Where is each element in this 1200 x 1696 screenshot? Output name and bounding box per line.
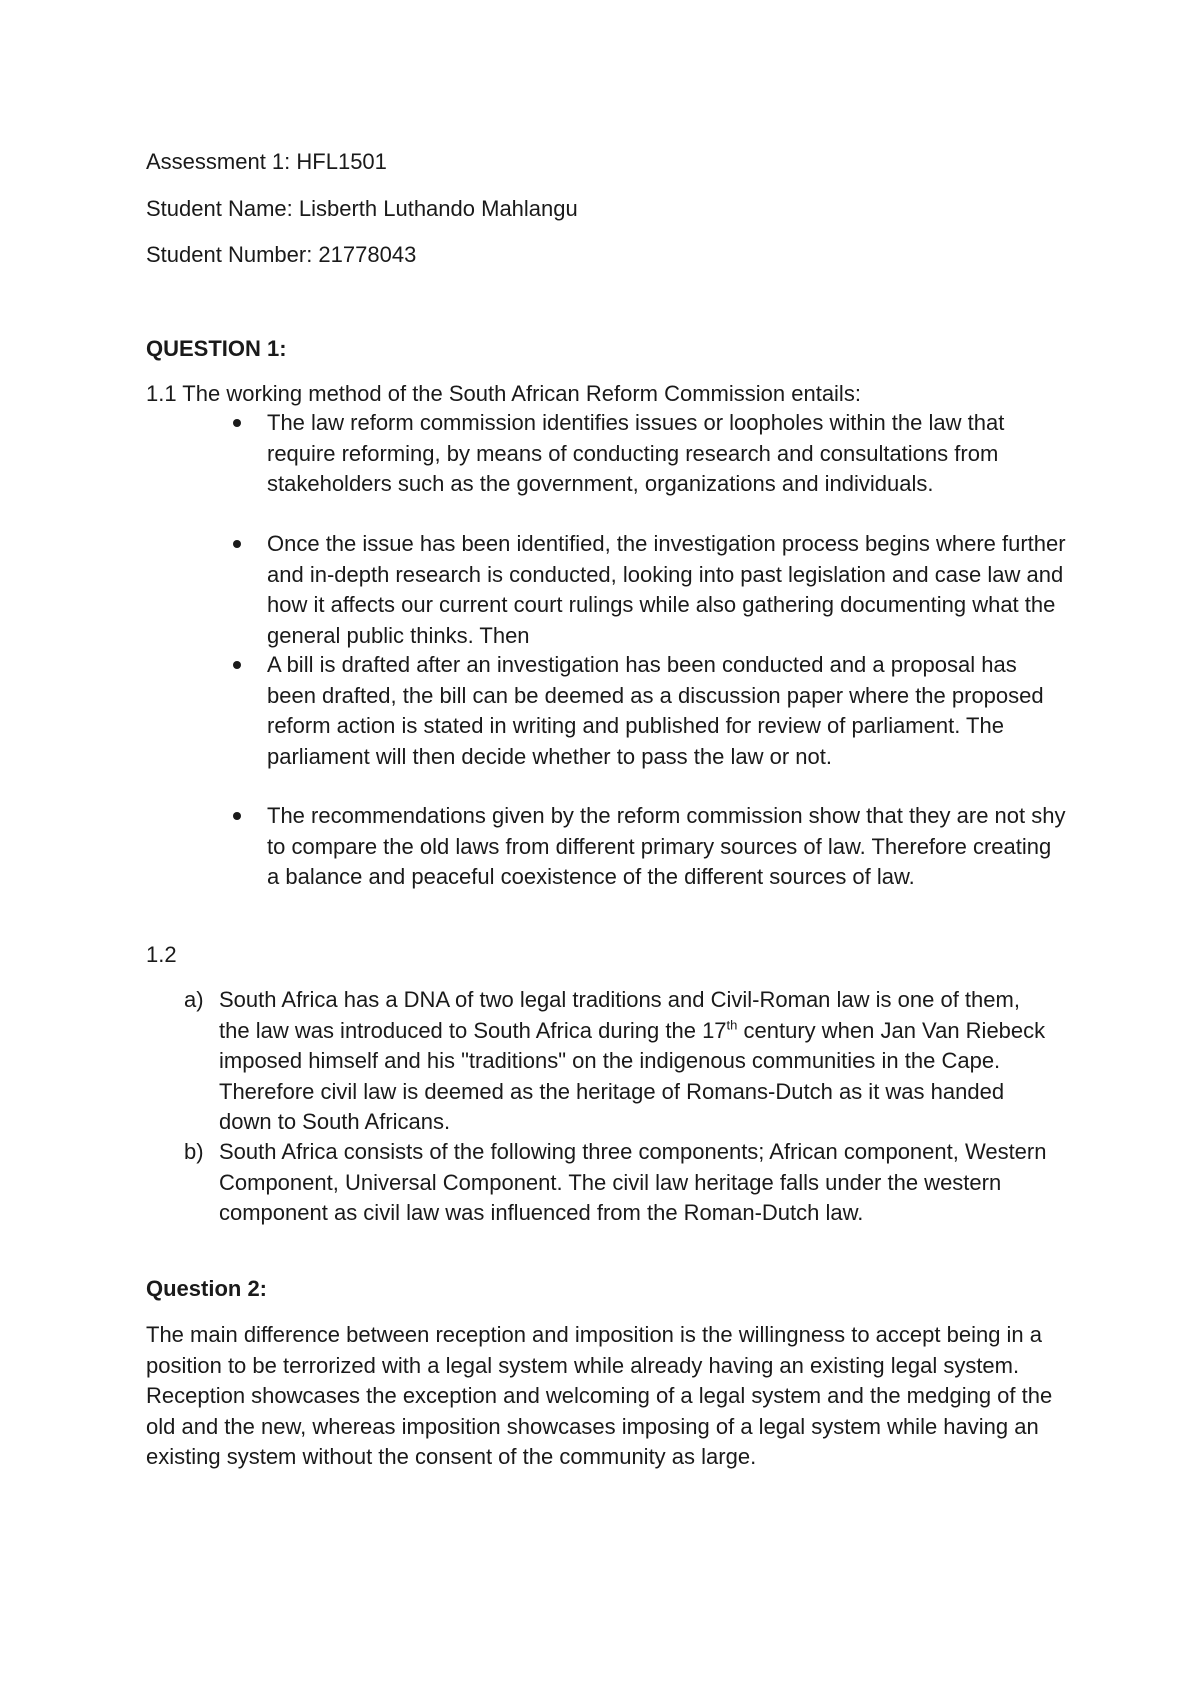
question1-heading: QUESTION 1:: [146, 336, 287, 361]
student-number-line: Student Number: 21778043: [146, 242, 417, 267]
bullet-text: Once the issue has been identified, the investigation process begins where further and in-depth research is conducted, looking into past legislation and case law and how it affects our current court rulings while also gathering documenting what the general public thinks. Then: [267, 531, 1066, 648]
item-label: a): [184, 987, 204, 1012]
sub-question-label: 1.2: [146, 942, 177, 967]
bullet-text: The recommendations given by the reform commission show that they are not shy to compare the old laws from different primary sources of law. Therefore creating a balance and peaceful coexistence of the different sources of law.: [267, 803, 1066, 889]
superscript: th: [726, 1017, 738, 1033]
question2-heading: Question 2:: [146, 1276, 268, 1301]
question1-intro: 1.1 The working method of the South African Reform Commission entails:: [146, 381, 861, 406]
item-text-after: century when Jan Van Riebeck imposed himself and his "traditions" on the indigenous communities in the Cape. Therefore civil law is deemed as the heritage of Romans-Dutch as it was handed down to South Africans.: [219, 1017, 1046, 1134]
bullet-icon: [233, 661, 241, 669]
bullet-text: The law reform commission identifies issues or loopholes within the law that require reforming, by means of conducting research and consultations from stakeholders such as the government, organizations and individuals.: [267, 410, 1005, 496]
item-text: [219, 985, 1049, 1138]
bullet-text: A bill is drafted after an investigation has been conducted and a proposal has been drafted, the bill can be deemed as a discussion paper where the proposed reform action is stated in writing and published for review of parliament. The parliament will then decide whether to pass the law or not.: [267, 652, 1044, 769]
item-label: b): [184, 1139, 204, 1164]
item-text-before: South Africa has a DNA of two legal traditions and Civil-Roman law is one of them, the law was introduced to South Africa during the 17: [219, 987, 1020, 1043]
question2-answer: The main difference between reception and imposition is the willingness to accept being in a position to be terrorized with a legal system while already having an existing legal system. Reception showcases the exception and welcoming of a legal system and the medging of the old and the new, whereas imposition showcases imposing of a legal system while having an existing system without the consent of the community as large.: [146, 1322, 1053, 1469]
item-text: South Africa consists of the following three components; African component, Western Component, Universal Component. The civil law heritage falls under the western component as civil law was influenced from the Roman-Dutch law.: [219, 1139, 1047, 1225]
assessment-line: Assessment 1: HFL1501: [146, 149, 387, 174]
bullet-icon: [233, 540, 241, 548]
bullet-icon: [233, 812, 241, 820]
bullet-icon: [233, 419, 241, 427]
student-name-line: Student Name: Lisberth Luthando Mahlangu: [146, 196, 578, 221]
